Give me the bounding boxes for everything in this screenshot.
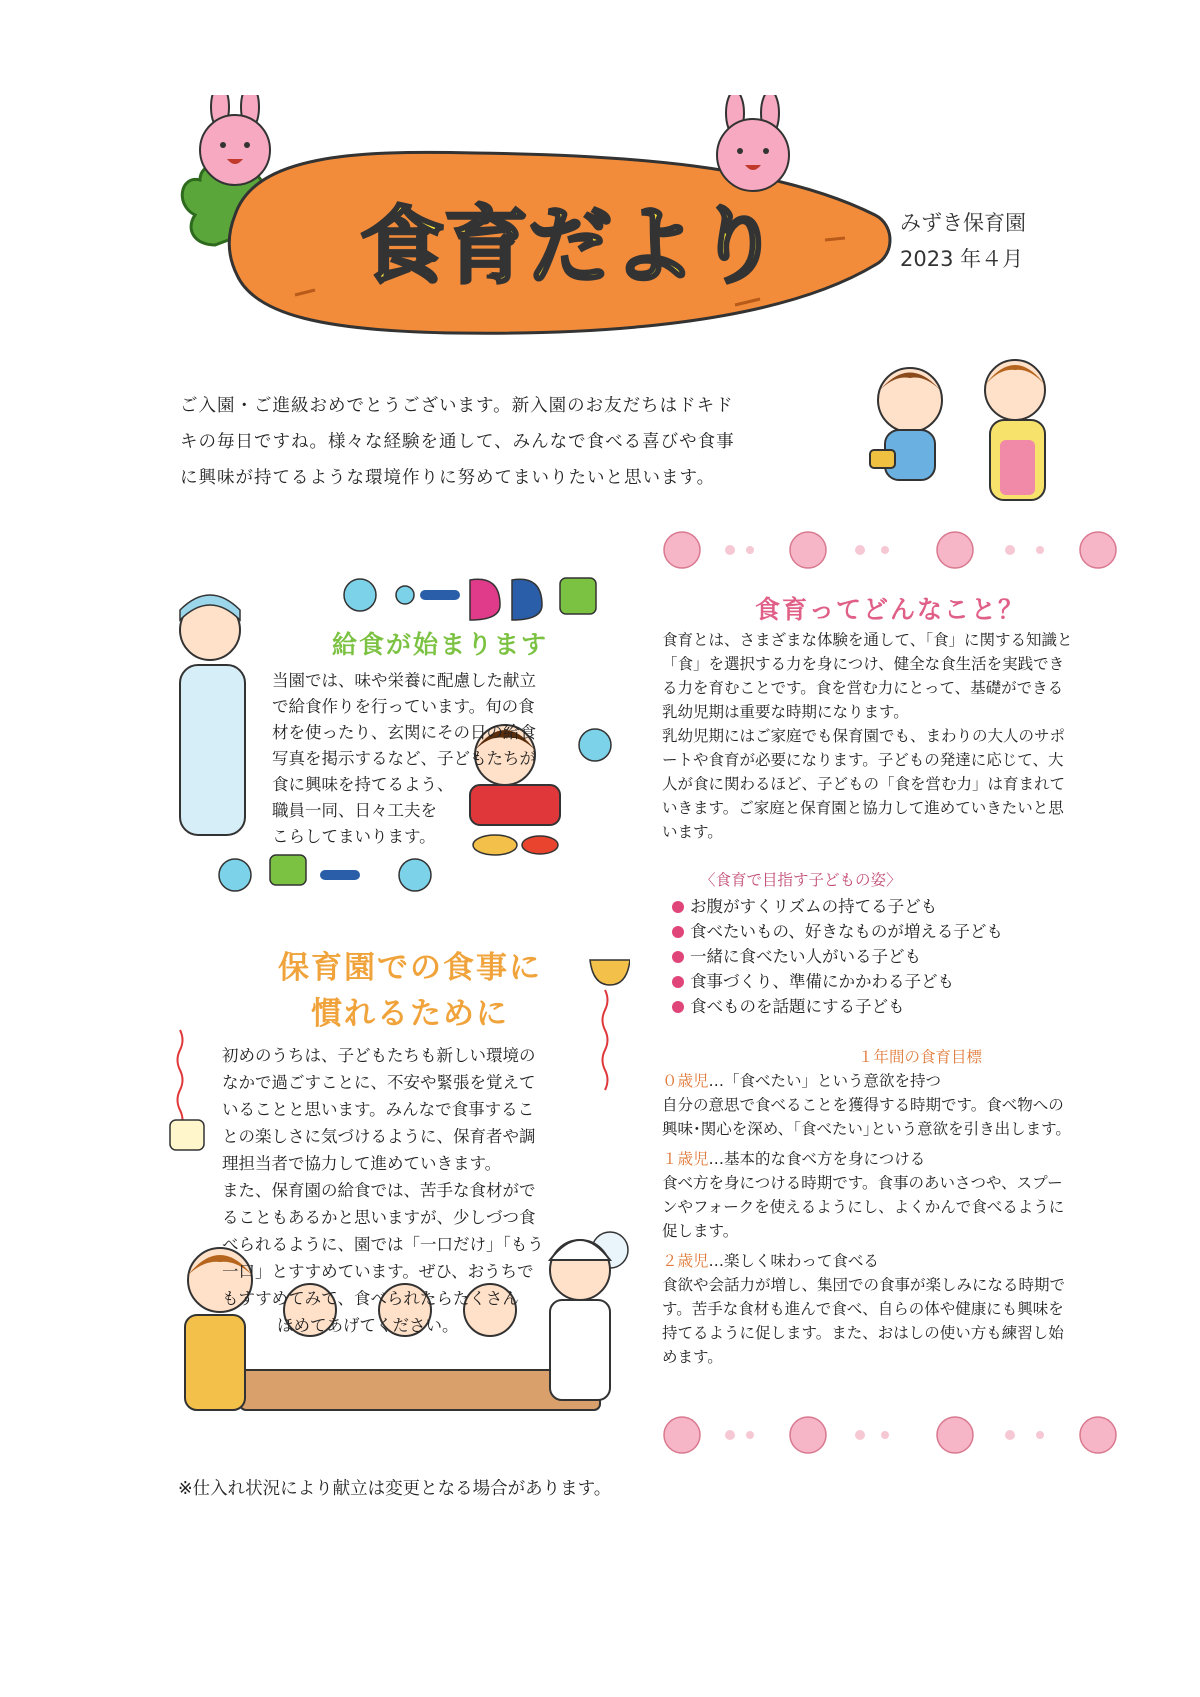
shokuiku-line: 人が食に関わるほど、子どもの「食を営む力」は育まれて xyxy=(662,775,1066,793)
lunch-line: 当園では、味や栄養に配慮した献立 xyxy=(272,671,536,690)
sakura-divider-bottom xyxy=(660,1410,1120,1460)
annual-goal-age2 xyxy=(662,1249,1122,1369)
getting-used-line: 初めのうちは、子どもたちも新しい環境の xyxy=(222,1046,536,1065)
getting-used-line: べられるように、園では「一口だけ」「もう xyxy=(222,1235,544,1254)
list-item: 食べたいもの、好きなものが増える子ども xyxy=(672,919,1072,944)
annual-goals-heading: １年間の食育目標 xyxy=(857,1048,982,1066)
shokuiku-line: います。 xyxy=(662,823,723,841)
getting-used-line: との楽しさに気づけるように、保育者や調 xyxy=(222,1127,536,1146)
age-goal: …楽しく味わって食べる xyxy=(708,1252,879,1270)
header-meta xyxy=(900,205,1026,277)
shokuiku-line: る力を育むことです。食を営む力にとって、基礎ができる xyxy=(662,679,1064,697)
shokuiku-title: 食育ってどんなこと？ xyxy=(754,595,1025,624)
age-label: ０歳児 xyxy=(662,1072,709,1090)
annual-line: めます。 xyxy=(662,1348,723,1366)
annual-line: 促します。 xyxy=(662,1222,739,1240)
getting-used-line: 一口」とすすめています。ぜひ、おうちで xyxy=(222,1262,534,1281)
annual-goal-age0 xyxy=(662,1069,1122,1141)
getting-used-line: いることと思います。みんなで食事するこ xyxy=(222,1100,535,1119)
shokuiku-line: 食育とは、さまざまな体験を通して、「食」に関する知識と xyxy=(662,631,1073,649)
getting-used-title-line2: 慣れるために xyxy=(311,996,509,1032)
annual-line: 持てるように促します。また、おはしの使い方も練習し始 xyxy=(662,1324,1064,1342)
shokuiku-line: いきます。ご家庭と保育園と協力して進めていきたいと思 xyxy=(662,799,1064,817)
getting-used-title xyxy=(230,945,590,1037)
goals-list xyxy=(672,894,1072,1019)
lunch-line: 材を使ったり、玄関にその日の給食 xyxy=(272,723,536,742)
getting-used-body xyxy=(222,1042,577,1339)
shokuiku-line: 乳幼児期にはご家庭でも保育園でも、まわりの大人のサポ xyxy=(662,727,1066,745)
teacher-child-illustration xyxy=(840,330,1090,510)
getting-used-title-line1: 保育園での食事に xyxy=(278,950,542,986)
shokuiku-body xyxy=(662,628,1120,844)
organization-name: みずき保育園 xyxy=(900,211,1026,235)
shokuiku-line: ートや食育が必要になります。子どもの発達に応じて、大 xyxy=(662,751,1064,769)
sakura-divider-top xyxy=(660,525,1120,575)
lunch-line: 職員一同、日々工夫を xyxy=(272,801,437,820)
lunch-line: 写真を掲示するなど、子どもたちが xyxy=(272,749,536,768)
getting-used-line: なかで過ごすことに、不安や緊張を覚えて xyxy=(222,1073,536,1092)
issue-date: 2023 年４月 xyxy=(900,247,1024,271)
annual-line: 食欲や会話力が増し、集団での食事が楽しみになる時期で xyxy=(662,1276,1066,1294)
getting-used-line: ほめてあげてください。 xyxy=(277,1316,459,1335)
newsletter-title: 食育だより xyxy=(359,197,781,295)
lunch-line: で給食作りを行っています。旬の食 xyxy=(272,697,535,716)
age-goal: …「食べたい」という意欲を持つ xyxy=(708,1072,942,1090)
annual-goal-age1 xyxy=(662,1147,1122,1243)
annual-line: ンやフォークを使えるようにし、よくかんで食べるように xyxy=(662,1198,1065,1216)
annual-line: 自分の意思で食べることを獲得する時期です。食べ物への xyxy=(662,1096,1064,1114)
footer-note: ※仕入れ状況により献立は変更となる場合があります。 xyxy=(178,1479,612,1499)
getting-used-line: また、保育園の給食では、苦手な食材がで xyxy=(222,1181,536,1200)
shokuiku-line: 「食」を選択する力を身につけ、健全な食生活を実践でき xyxy=(662,655,1065,673)
list-item: お腹がすくリズムの持てる子ども xyxy=(672,894,1072,919)
bunny-right-icon xyxy=(717,95,789,191)
bunny-left-icon xyxy=(200,95,270,185)
age-label: ２歳児 xyxy=(662,1252,709,1270)
list-item: 食べものを話題にする子ども xyxy=(672,994,1072,1019)
getting-used-line: もすすめてみて、食べられたらたくさん xyxy=(222,1289,519,1308)
shokuiku-line: 乳幼児期は重要な時期になります。 xyxy=(662,703,909,721)
lunch-line: 食に興味を持てるよう、 xyxy=(272,775,454,794)
age-label: １歳児 xyxy=(662,1150,709,1168)
age-goal: …基本的な食べ方を身につける xyxy=(708,1150,926,1168)
header-banner xyxy=(175,95,905,370)
annual-line: す。苦手な食材も進んで食べ、自らの体や健康にも興味を xyxy=(662,1300,1064,1318)
list-item: 食事づくり、準備にかかわる子ども xyxy=(672,969,1072,994)
lunch-section-body xyxy=(272,668,592,850)
lunch-section-title: 給食が始まります xyxy=(331,630,548,659)
annual-line: 食べ方を身につける時期です。食事のあいさつや、スプー xyxy=(662,1174,1063,1192)
getting-used-line: 理担当者で協力して進めていきます。 xyxy=(222,1154,502,1173)
lunch-line: こらしてまいります。 xyxy=(272,827,436,846)
annual-goals xyxy=(662,1069,1122,1375)
annual-line: 興味･関心を深め、｢食べたい｣という意欲を引き出します。 xyxy=(662,1120,1071,1138)
goals-heading: 〈食育で目指す子どもの姿〉 xyxy=(700,871,902,889)
list-item: 一緒に食べたい人がいる子ども xyxy=(672,944,1072,969)
intro-paragraph: ご入園・ご進級おめでとうございます。新入園のお友だちはドキドキの毎日ですね。様々な経験を通して、みんなで食べる喜びや食事に興味が持てるような環境作りに努めてまいりたいと思います。 xyxy=(180,396,735,488)
getting-used-line: ることもあるかと思いますが、少しづつ食 xyxy=(222,1208,536,1227)
